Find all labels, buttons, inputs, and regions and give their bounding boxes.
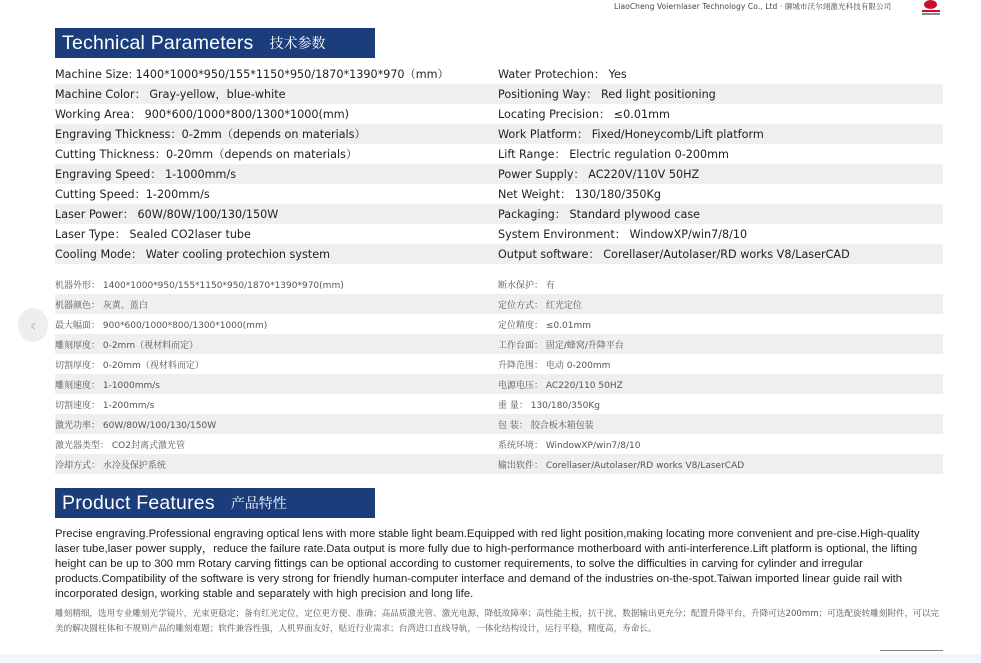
spec-row xyxy=(55,374,943,394)
spec-row xyxy=(55,454,943,474)
spec-right: 包 装： 胶合板木箱包装 xyxy=(498,420,594,431)
section-title-zh: 产品特性 xyxy=(230,496,287,512)
spec-left: Engraving Thickness：0-2mm（depends on materials） xyxy=(55,128,366,141)
spec-left: Machine Size: 1400*1000*950/155*1150*950/1870*1390*970（mm） xyxy=(55,68,449,81)
product-features-banner xyxy=(55,488,375,518)
spec-left: 机器颜色： 灰黄、蓝白 xyxy=(55,300,148,311)
spec-left: Laser Power： 60W/80W/100/130/150W xyxy=(55,208,279,221)
spec-row xyxy=(55,84,943,104)
bottom-strip xyxy=(0,654,981,663)
spec-right: Lift Range： Electric regulation 0-200mm xyxy=(498,148,729,161)
spec-left: 切割厚度： 0-20mm（视材料而定） xyxy=(55,360,204,371)
spec-row xyxy=(55,164,943,184)
spec-right: Net Weight： 130/180/350Kg xyxy=(498,188,661,201)
divider xyxy=(880,650,943,651)
spec-left: 最大幅面： 900*600/1000*800/1300*1000(mm) xyxy=(55,320,268,331)
spec-row xyxy=(55,354,943,374)
spec-right: Water Protechion： Yes xyxy=(498,68,627,81)
spec-right: Packaging： Standard plywood case xyxy=(498,208,701,221)
section-title-en: Product Features xyxy=(62,491,215,514)
spec-left: Cutting Thickness：0-20mm（depends on materials） xyxy=(55,148,358,161)
spec-right: 重 量： 130/180/350Kg xyxy=(498,400,600,411)
spec-left: Machine Color： Gray-yellow，blue-white xyxy=(55,88,286,101)
spec-row xyxy=(55,184,943,204)
spec-right: Positioning Way： Red light positioning xyxy=(498,88,716,101)
company-logo-icon xyxy=(918,0,944,16)
section-title-en: Technical Parameters xyxy=(62,31,254,54)
spec-row xyxy=(55,414,943,434)
spec-right: 断水保护： 有 xyxy=(498,280,555,291)
spec-right: 输出软件： Corellaser/Autolaser/RD works V8/LaserCAD xyxy=(498,460,745,471)
spec-row xyxy=(55,64,943,84)
spec-right: 电源电压： AC220/110 50HZ xyxy=(498,380,623,391)
spec-row xyxy=(55,394,943,414)
spec-row xyxy=(55,104,943,124)
spec-row xyxy=(55,434,943,454)
technical-parameters-banner xyxy=(55,28,375,58)
spec-left: 冷却方式： 水冷及保护系统 xyxy=(55,460,166,471)
company-name: LiaoCheng Voiernlaser Technology Co., Ltd · 聊城市沃尔翊激光科技有限公司 xyxy=(614,2,892,11)
section-title-zh: 技术参数 xyxy=(269,36,326,52)
spec-right: 工作台面： 固定/蜂窝/升降平台 xyxy=(498,340,624,351)
spec-left: 激光器类型： CO2封离式激光管 xyxy=(55,440,185,451)
spec-right: 系统环境： WindowXP/win7/8/10 xyxy=(498,440,641,451)
top-bar xyxy=(0,0,981,18)
spec-left: Working Area： 900*600/1000*800/1300*1000(mm) xyxy=(55,108,349,121)
spec-right: Work Platform： Fixed/Honeycomb/Lift platform xyxy=(498,128,764,141)
spec-row xyxy=(55,334,943,354)
spec-table-en xyxy=(55,64,943,264)
spec-left: Laser Type： Sealed CO2laser tube xyxy=(55,228,251,241)
spec-right: 定位方式： 红光定位 xyxy=(498,300,582,311)
spec-left: 机器外形： 1400*1000*950/155*1150*950/1870*1390*970(mm) xyxy=(55,280,344,291)
spec-left: 激光功率： 60W/80W/100/130/150W xyxy=(55,420,217,431)
spec-row xyxy=(55,244,943,264)
spec-right: Power Supply： AC220V/110V 50HZ xyxy=(498,168,700,181)
spec-left: Cooling Mode： Water cooling protechion system xyxy=(55,248,330,261)
features-text-en: Precise engraving.Professional engraving optical lens with more stable light beam.Equipped with red light position,making locating more convenient and pre-cise.High-quality laser tube,laser power supply，reduce the failure rate.Data output is more fully due to high-performance motherboard with anti-interference.Lift platform is optional, the lifting height can be up to 300 mm Rotary carving fittings can be optional according to customer requirements, to solve the difficulties in carving for cylinder and irregular products.Compatibility of the software is very strong for friendly human-computer interface and demand of the industries on-the-spot.Taiwan imported linear guide rail with incorporated design, working stable and separately with high precision and long life. xyxy=(55,528,920,600)
spec-left: 切割速度： 1-200mm/s xyxy=(55,400,155,411)
spec-right: Output software： Corellaser/Autolaser/RD works V8/LaserCAD xyxy=(498,248,850,261)
spec-row xyxy=(55,274,943,294)
spec-row xyxy=(55,204,943,224)
spec-right: Locating Precision： ≤0.01mm xyxy=(498,108,670,121)
spec-row xyxy=(55,144,943,164)
features-text-zh: 雕刻精细，选用专业雕刻光学镜片，光束更稳定；备有红光定位，定位更方便、准确；高品质激光管、激光电源，降低故障率；高性能主板，抗干扰，数据输出更充分；配置升降平台，升降可达200mm；可选配旋转雕刻附件，可以完美的解决圆柱体和不规则产品的雕刻难题；软件兼容性强，人机界面友好，贴近行业需求；台湾进口直线导轨，一体化结构设计，运行平稳，精度高，寿命长。 xyxy=(55,609,939,634)
spec-row xyxy=(55,294,943,314)
spec-right: 定位精度： ≤0.01mm xyxy=(498,320,591,331)
spec-left: Cutting Speed：1-200mm/s xyxy=(55,188,210,201)
spec-table-zh xyxy=(55,274,943,474)
spec-left: 雕刻厚度： 0-2mm（视材料而定） xyxy=(55,340,199,351)
spec-row xyxy=(55,314,943,334)
spec-row xyxy=(55,224,943,244)
spec-right: System Environment： WindowXP/win7/8/10 xyxy=(498,228,748,241)
spec-left: Engraving Speed： 1-1000mm/s xyxy=(55,168,237,181)
spec-row xyxy=(55,124,943,144)
spec-left: 雕刻速度： 1-1000mm/s xyxy=(55,380,160,391)
spec-right: 升降范围： 电动 0-200mm xyxy=(498,360,611,371)
prev-arrow-icon[interactable]: ‹ xyxy=(18,308,48,342)
